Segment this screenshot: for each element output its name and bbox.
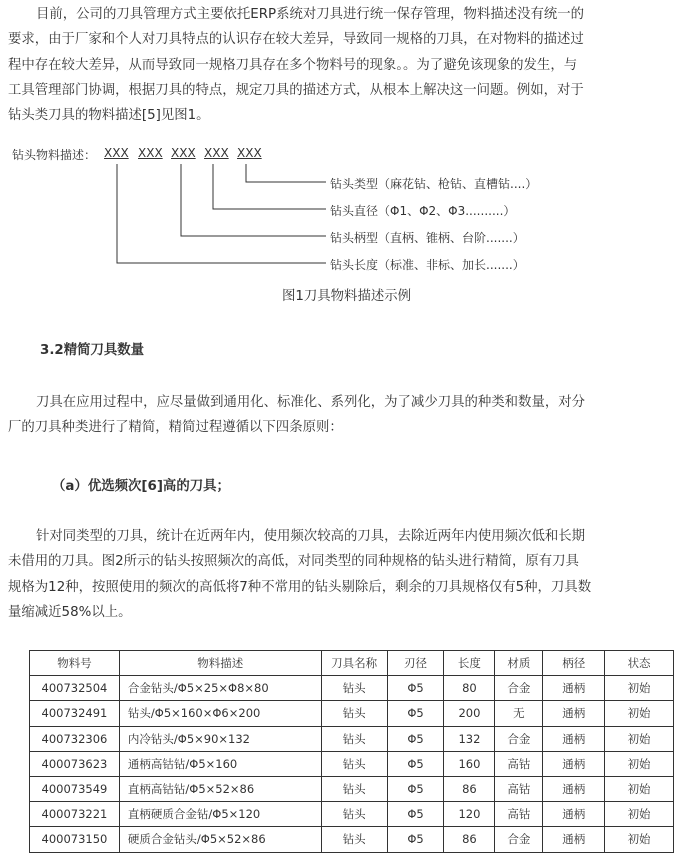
text-line: 针对同类型的刀具，统计在近两年内，使用频次较高的刀具，去除近两年内使用频次低和长期 <box>36 529 586 544</box>
table-cell: Φ5 <box>387 776 444 801</box>
table-cell: 钻头 <box>321 827 387 852</box>
column-header: 长度 <box>444 651 495 676</box>
table-cell: 初始 <box>605 751 674 776</box>
table-cell: 初始 <box>605 676 674 701</box>
table-cell: 初始 <box>605 776 674 801</box>
table-cell: 钻头/Φ5×160×Φ6×200 <box>119 701 321 726</box>
intro-paragraph <box>8 2 688 128</box>
code-segment: XXX <box>138 146 163 160</box>
tool-table <box>29 650 674 853</box>
table-cell: 通柄 <box>543 701 605 726</box>
table-cell: 通柄 <box>543 726 605 751</box>
table-cell: Φ5 <box>387 827 444 852</box>
table-cell: 400073623 <box>30 751 120 776</box>
table-cell: 钻头 <box>321 776 387 801</box>
figure-label: 钻头类型（麻花钻、枪钻、直槽钻....） <box>330 177 538 191</box>
text-line: 厂的刀具种类进行了精简，精简过程遵循以下四条原则： <box>8 420 343 436</box>
table-header-row <box>30 651 674 676</box>
column-header: 材质 <box>495 651 543 676</box>
table-cell: 合金 <box>495 827 543 852</box>
table-cell: Φ5 <box>387 726 444 751</box>
table-cell: 通柄 <box>543 776 605 801</box>
table-cell: 高钴 <box>495 776 543 801</box>
table-row <box>30 827 674 852</box>
figure-label: 钻头直径（Φ1、Φ2、Φ3..........） <box>330 204 516 218</box>
sub-heading: （a）优选频次[6]高的刀具； <box>52 479 230 494</box>
text-line: 程中存在较大差异，从而导致同一规格刀具存在多个物料号的现象。。为了避免该现象的发生，与 <box>8 57 578 73</box>
column-header: 柄径 <box>543 651 605 676</box>
table-row <box>30 751 674 776</box>
table-cell: 钻头 <box>321 676 387 701</box>
code-segment: XXX <box>104 146 129 160</box>
table-row <box>30 726 674 751</box>
table-cell: 初始 <box>605 827 674 852</box>
table-cell: 400073150 <box>30 827 120 852</box>
table-cell: 132 <box>444 726 495 751</box>
table-row <box>30 676 674 701</box>
column-header: 状态 <box>605 651 674 676</box>
column-header: 物料号 <box>30 651 120 676</box>
section-heading: 3.2精简刀具数量 <box>40 343 145 358</box>
table-row <box>30 802 674 827</box>
table-cell: 通柄 <box>543 676 605 701</box>
table-cell: 400073221 <box>30 802 120 827</box>
table-cell: 初始 <box>605 701 674 726</box>
table-cell: 160 <box>444 751 495 776</box>
table-cell: 86 <box>444 827 495 852</box>
column-header: 物料描述 <box>119 651 321 676</box>
table-cell: Φ5 <box>387 802 444 827</box>
table-cell: 400732491 <box>30 701 120 726</box>
table-cell: 硬质合金钻头/Φ5×52×86 <box>119 827 321 852</box>
table-row <box>30 776 674 801</box>
figure-label: 钻头柄型（直柄、锥柄、台阶.......） <box>330 231 525 245</box>
figure-label: 钻头长度（标准、非标、加长.......） <box>330 258 525 272</box>
table-cell: 通柄 <box>543 802 605 827</box>
table-cell: 400073549 <box>30 776 120 801</box>
table-cell: 200 <box>444 701 495 726</box>
text-line: 规格为12种，按照使用的频次的高低将7种不常用的钻头剔除后，剩余的刀具规格仅有5种，刀具数 <box>8 579 592 595</box>
table-cell: 合金 <box>495 676 543 701</box>
table-cell: 直柄硬质合金钻/Φ5×120 <box>119 802 321 827</box>
table-cell: 86 <box>444 776 495 801</box>
connector-line <box>213 164 326 209</box>
table-row <box>30 701 674 726</box>
table-cell: 高钴 <box>495 802 543 827</box>
code-segment: XXX <box>204 146 229 160</box>
table-cell: 无 <box>495 701 543 726</box>
table-cell: 400732504 <box>30 676 120 701</box>
code-segment: XXX <box>237 146 262 160</box>
text-line: 要求，由于厂家和个人对刀具特点的认识存在较大差异，导致同一规格的刀具，在对物料的描述过 <box>8 32 584 48</box>
text-line: 量缩减近58%以上。 <box>8 604 132 620</box>
table-cell: 120 <box>444 802 495 827</box>
table-cell: 通柄高钴钻/Φ5×160 <box>119 751 321 776</box>
table-cell: 内冷钻头/Φ5×90×132 <box>119 726 321 751</box>
table-cell: 初始 <box>605 802 674 827</box>
text-line: 钻头类刀具的物料描述[5]见图1。 <box>8 108 210 124</box>
section-paragraph <box>8 390 688 441</box>
code-segment: XXX <box>171 146 196 160</box>
table-cell: 通柄 <box>543 827 605 852</box>
table-cell: 直柄高钴钻/Φ5×52×86 <box>119 776 321 801</box>
table-cell: 合金 <box>495 726 543 751</box>
table-cell: 钻头 <box>321 701 387 726</box>
table-cell: 通柄 <box>543 751 605 776</box>
table-cell: 钻头 <box>321 802 387 827</box>
table-cell: 钻头 <box>321 726 387 751</box>
connector-line <box>246 164 326 182</box>
text-line: 目前，公司的刀具管理方式主要依托ERP系统对刀具进行统一保存管理，物料描述没有统一的 <box>36 7 585 22</box>
text-line: 工具管理部门协调，根据刀具的特点，规定刀具的描述方式，从根本上解决这一问题。例如，对于 <box>8 82 584 98</box>
table-cell: Φ5 <box>387 701 444 726</box>
table-cell: 初始 <box>605 726 674 751</box>
column-header: 刃径 <box>387 651 444 676</box>
text-line: 刀具在应用过程中，应尽量做到通用化、标准化、系列化，为了减少刀具的种类和数量，对分 <box>36 395 586 410</box>
table-cell: 钻头 <box>321 751 387 776</box>
text-line: 未借用的刀具。图2所示的钻头按照频次的高低，对同类型的同种规格的钻头进行精简，原有刀具 <box>8 554 579 570</box>
table-cell: 400732306 <box>30 726 120 751</box>
table-cell: 高钴 <box>495 751 543 776</box>
figure-caption: 图1刀具物料描述示例 <box>281 289 412 304</box>
connector-line <box>117 164 326 263</box>
section-paragraph-2 <box>8 524 688 625</box>
table-cell: Φ5 <box>387 676 444 701</box>
figure-prefix: 钻头物料描述： <box>12 148 97 162</box>
column-header: 刀具名称 <box>321 651 387 676</box>
connector-line <box>181 164 326 236</box>
table-cell: 80 <box>444 676 495 701</box>
table-cell: 合金钻头/Φ5×25×Φ8×80 <box>119 676 321 701</box>
table-cell: Φ5 <box>387 751 444 776</box>
